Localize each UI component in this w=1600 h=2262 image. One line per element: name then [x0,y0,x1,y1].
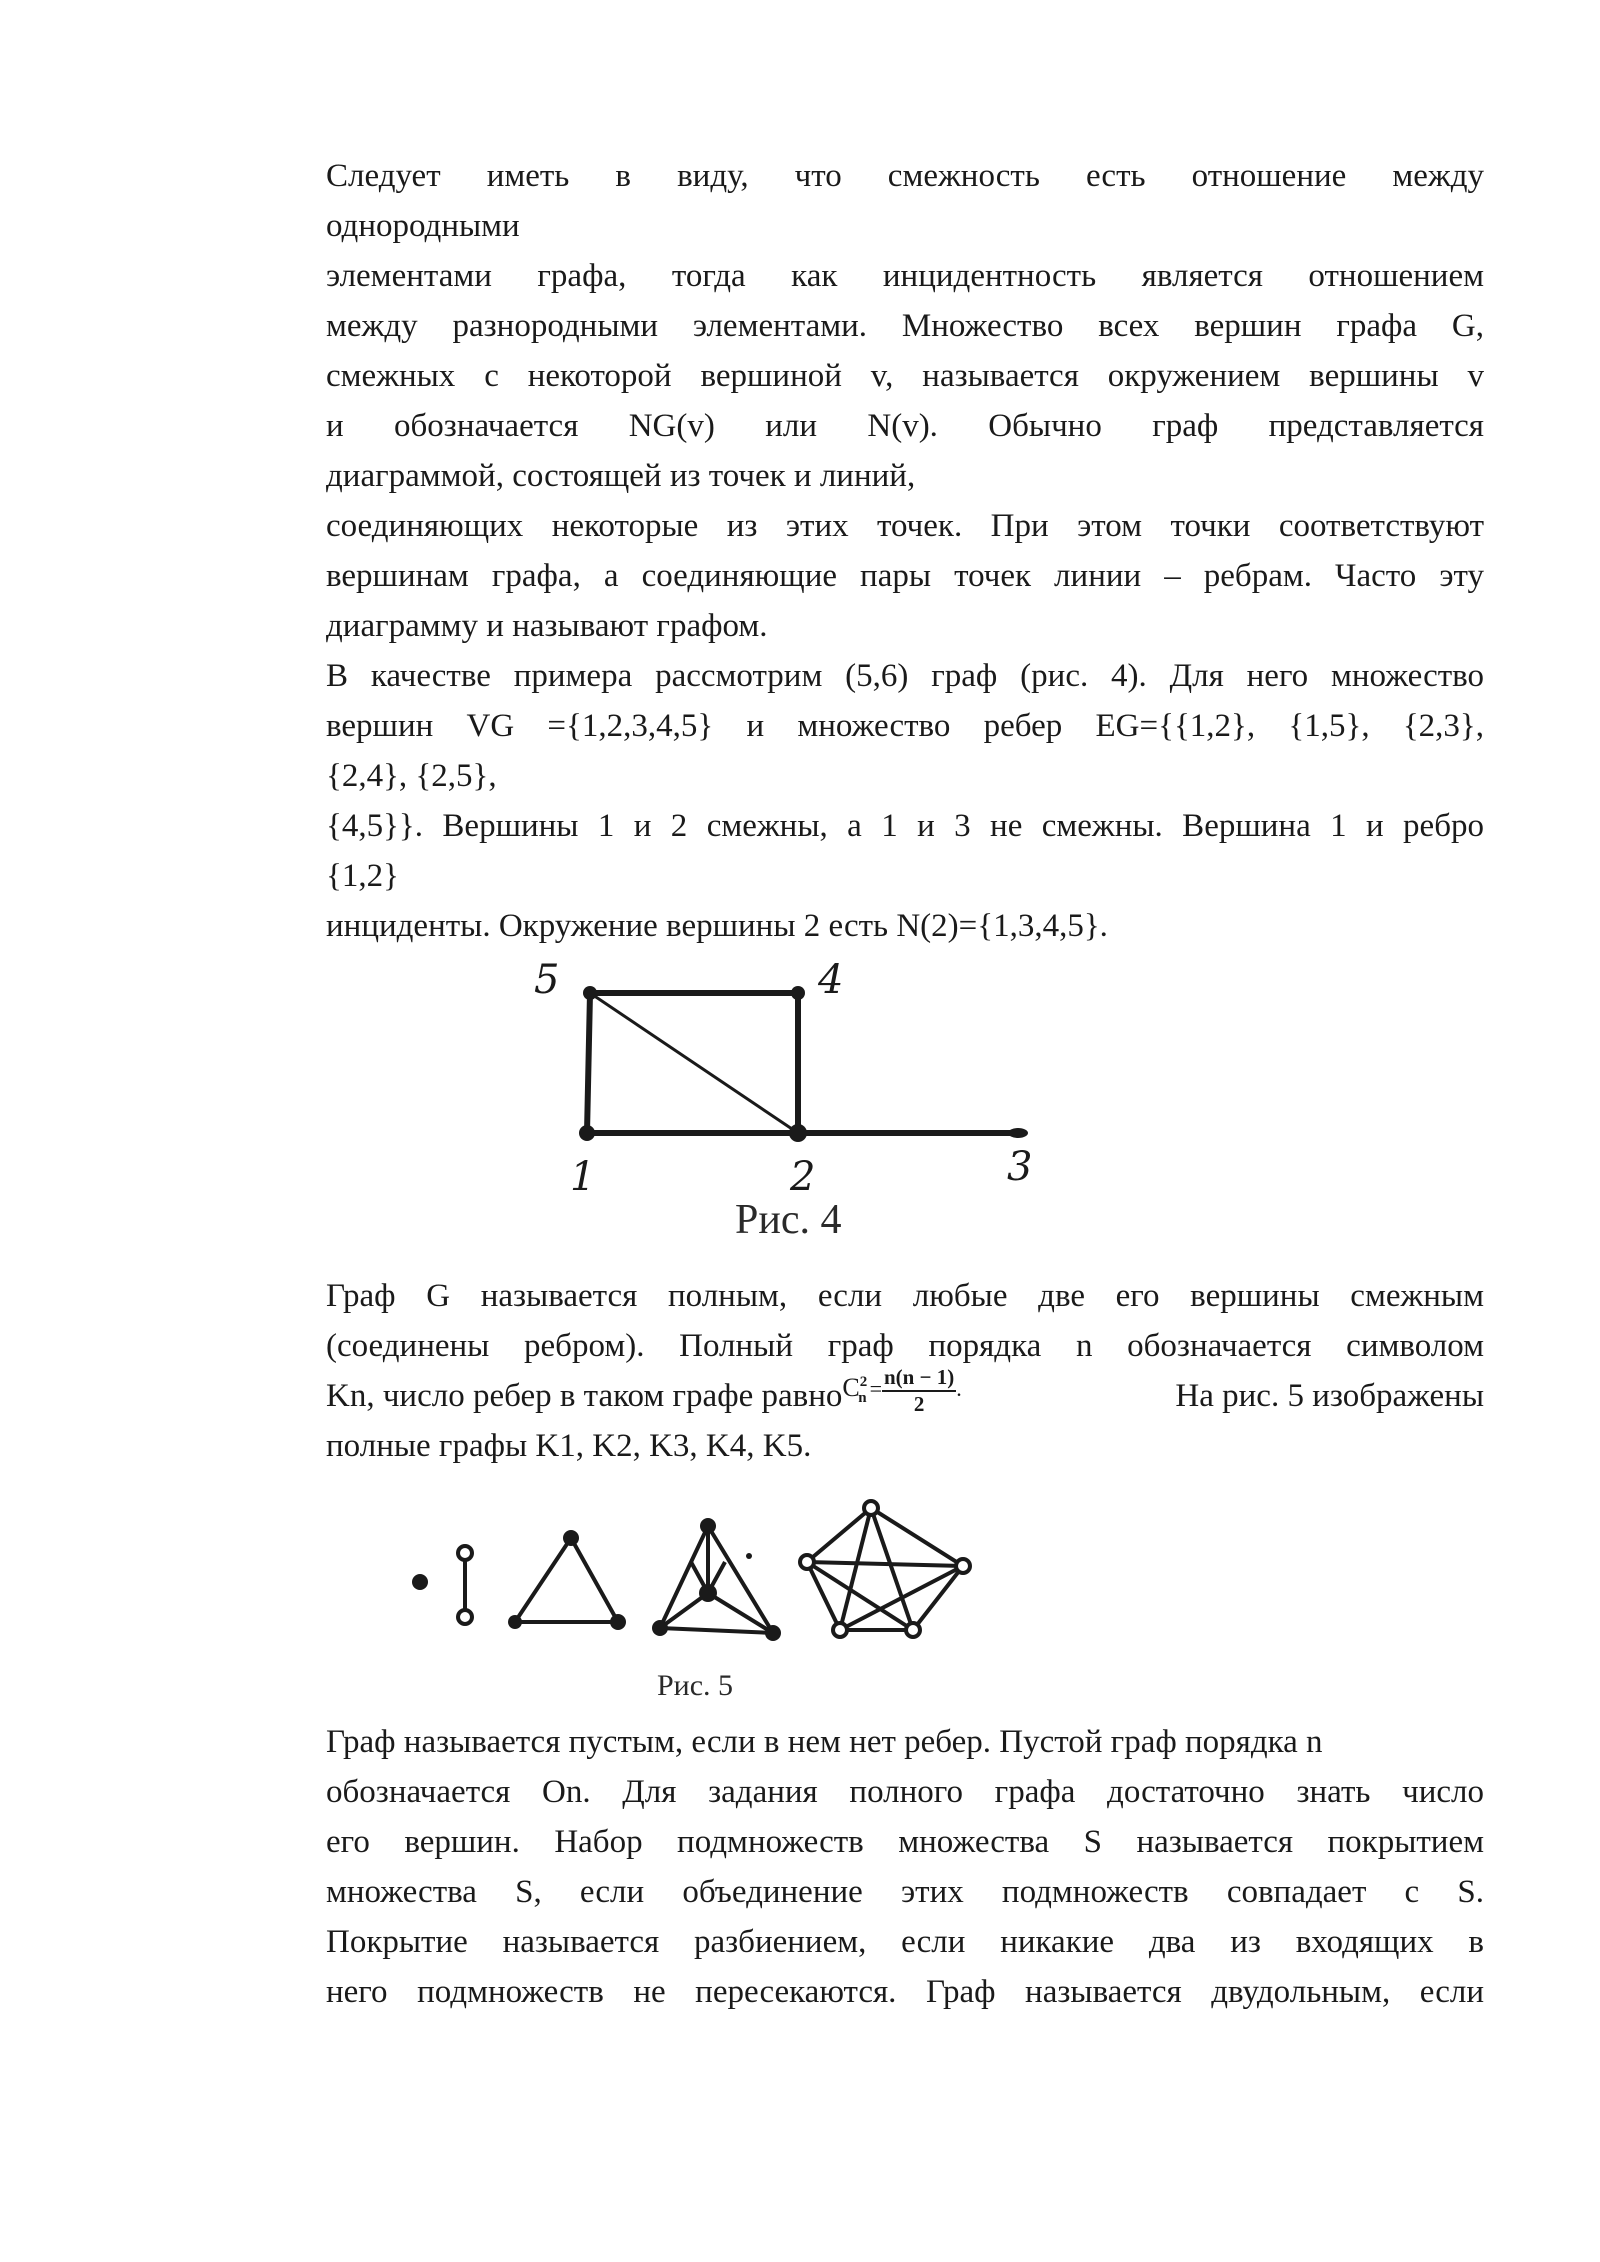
text-fragment: На рис. 5 изображены [1175,1378,1484,1414]
text-line: Покрытие называется разбиением, если никакие два из входящих в [326,1924,1484,1960]
vertex-label: 3 [1007,1144,1033,1190]
vertex-3 [1008,1128,1028,1138]
vertex-label: 2 [790,1154,816,1200]
paragraph-empty-graph [326,1717,1484,2017]
text-line: Граф G называется полным, если любые две его вершины смежным [326,1278,1484,1314]
text-line: него подмножеств не пересекаются. Граф называется двудольным, если [326,1974,1484,2010]
formula-c: C [842,1373,860,1403]
text-line: его вершин. Набор подмножеств множества S называется покрытием [326,1824,1484,1860]
text-line: (соединены ребром). Полный граф порядка n обозначается символом [326,1328,1484,1364]
k4-graph [660,1526,773,1633]
text-line: смежных с некоторой вершиной v, называется окружением вершины v [326,358,1484,394]
text-line: вершин VG ={1,2,3,4,5} и множество ребер EG={{1,2}, {1,5}, {2,3}, [326,708,1484,744]
edge-count-formula [842,1367,961,1415]
paragraph-adjacency [326,151,1484,951]
text-line: однородными [326,208,520,244]
text-line: инциденты. Окружение вершины 2 есть N(2)={1,3,4,5}. [326,908,1108,944]
text-line: и обозначается NG(v) или N(v). Обычно граф представляется [326,408,1484,444]
formula-equals: = [869,1376,882,1402]
paragraph-complete-graph [326,1271,1484,1471]
vertex-4 [791,986,805,1000]
vertex-label: 1 [570,1154,596,1200]
k2-graph [458,1546,472,1624]
text-line: Граф называется пустым, если в нем нет ребер. Пустой граф порядка n [326,1724,1323,1760]
text-line: Следует иметь в виду, что смежность есть отношение между [326,158,1484,194]
formula-period: . [956,1376,962,1402]
text-line: полные графы K1, K2, K3, K4, K5. [326,1428,812,1464]
vertex-2 [789,1124,807,1142]
formula-subscript: n [858,1390,867,1407]
text-line: соединяющих некоторые из этих точек. При этом точки соответствуют [326,508,1484,544]
edge-5-2 [590,993,798,1133]
text-fragment: Kn, число ребер в таком графе равно [326,1378,843,1414]
graph-diagram [520,955,1080,1245]
text-line: диаграмму и называют графом. [326,608,768,644]
text-line: множества S, если объединение этих подмножеств совпадает с S. [326,1874,1484,1910]
text-line: диаграммой, состоящей из точек и линий, [326,458,916,494]
edge-5-1 [587,993,590,1133]
figure-4-graph [520,955,1080,1245]
text-line: между разнородными элементами. Множество всех вершин графа G, [326,308,1484,344]
complete-graphs-diagram [395,1490,995,1710]
k1-vertex [412,1574,428,1590]
figure-caption: Рис. 5 [657,1669,734,1702]
k3-graph [515,1538,618,1622]
text-line: вершинам графа, а соединяющие пары точек линии – ребрам. Часто эту [326,558,1484,594]
text-line: {2,4}, {2,5}, [326,758,497,794]
text-line: {4,5}}. Вершины 1 и 2 смежны, а 1 и 3 не смежны. Вершина 1 и ребро [326,808,1484,844]
vertex-label: 4 [818,957,844,1003]
text-line: обозначается On. Для задания полного графа достаточно знать число [326,1774,1484,1810]
formula-denominator: 2 [913,1392,925,1417]
formula-fraction [882,1367,956,1415]
formula-numerator: n(n − 1) [882,1367,956,1392]
text-line: {1,2} [326,858,399,894]
vertex-5 [583,986,597,1000]
vertex-label: 5 [534,957,560,1003]
figure-5-complete-graphs [395,1490,995,1710]
text-line: В качестве примера рассмотрим (5,6) граф (рис. 4). Для него множество [326,658,1484,694]
k5-graph [807,1508,963,1630]
figure-caption: Рис. 4 [735,1197,842,1243]
text-line-with-formula [326,1365,1484,1421]
text-line: элементами графа, тогда как инцидентность является отношением [326,258,1484,294]
vertex-1 [579,1125,595,1141]
formula-superscript: 2 [859,1374,868,1391]
